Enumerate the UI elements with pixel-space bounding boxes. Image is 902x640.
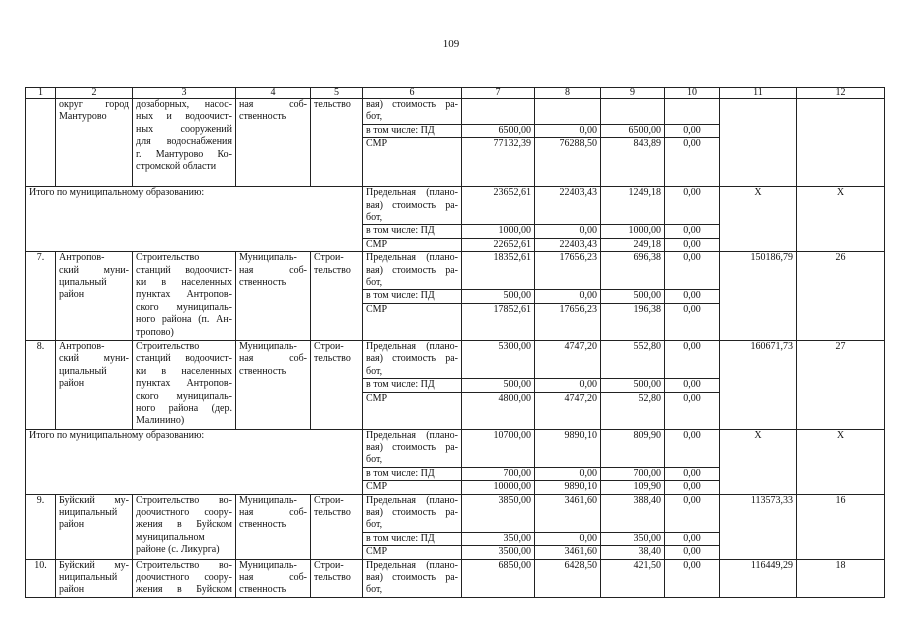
table-row (26, 340, 885, 378)
value-cell: 0,00 (665, 392, 720, 429)
value-cell: 500,00 (462, 290, 535, 303)
ownership-cell: Муниципаль- ная соб- ственность (236, 252, 311, 341)
column-number: 10 (665, 88, 720, 99)
cost-label-cell: Предельная (плано- вая) стоимость ра- бот, (363, 494, 462, 532)
value-cell: 17852,61 (462, 303, 535, 340)
value-cell: 6428,50 (535, 559, 601, 597)
value-cell: 1249,18 (601, 187, 665, 225)
value-cell: 10000,00 (462, 481, 535, 494)
column-number: 9 (601, 88, 665, 99)
row-number-cell: 10. (26, 559, 56, 597)
value-cell (601, 99, 665, 125)
value-cell: 0,00 (535, 467, 601, 480)
value-cell: 421,50 (601, 559, 665, 597)
value-cell: 4747,20 (535, 340, 601, 378)
value-cell: 9890,10 (535, 481, 601, 494)
value-cell: 6500,00 (462, 124, 535, 137)
pd-label: в том числе: ПД (363, 467, 462, 480)
value-cell: 17656,23 (535, 252, 601, 290)
column-number: 1 (26, 88, 56, 99)
value-cell: 843,89 (601, 138, 665, 187)
value-cell: 0,00 (665, 124, 720, 137)
value-cell: 0,00 (665, 187, 720, 225)
column-numbers-row (26, 88, 885, 99)
value-cell: 26 (797, 252, 885, 341)
row-number-cell: 9. (26, 494, 56, 559)
value-cell (797, 99, 885, 187)
x-mark: Х (720, 187, 797, 252)
value-cell: 0,00 (665, 467, 720, 480)
value-cell: 0,00 (665, 481, 720, 494)
smr-label: СМР (363, 303, 462, 340)
value-cell: 0,00 (665, 303, 720, 340)
value-cell: 4747,20 (535, 392, 601, 429)
value-cell: 17656,23 (535, 303, 601, 340)
object-name-cell: Строительство во- доочистного соору- жения в Буйском муниципальном районе (с. Ликурга) (133, 494, 236, 559)
value-cell: 6500,00 (601, 124, 665, 137)
smr-label: СМР (363, 546, 462, 559)
value-cell: 116449,29 (720, 559, 797, 597)
value-cell: 0,00 (665, 532, 720, 545)
table-row (26, 494, 885, 532)
column-number: 2 (56, 88, 133, 99)
work-type-cell: Строи- тельство (311, 340, 363, 429)
smr-label: СМР (363, 392, 462, 429)
value-cell: 5300,00 (462, 340, 535, 378)
value-cell: 0,00 (665, 546, 720, 559)
value-cell: 0,00 (665, 379, 720, 392)
value-cell: 160671,73 (720, 340, 797, 429)
value-cell: 52,80 (601, 392, 665, 429)
value-cell: 700,00 (462, 467, 535, 480)
value-cell: 500,00 (601, 290, 665, 303)
value-cell: 0,00 (535, 225, 601, 238)
value-cell: 3850,00 (462, 494, 535, 532)
row-number-cell: 8. (26, 340, 56, 429)
value-cell: 22403,43 (535, 187, 601, 225)
value-cell: 3500,00 (462, 546, 535, 559)
value-cell: 249,18 (601, 238, 665, 251)
work-type-cell: тельство (311, 99, 363, 187)
work-type-cell: Строи- тельство (311, 494, 363, 559)
projects-table (25, 87, 885, 598)
value-cell: 500,00 (462, 379, 535, 392)
page-number: 109 (442, 38, 460, 50)
ownership-cell: Муниципаль- ная соб- ственность (236, 494, 311, 559)
value-cell: 0,00 (665, 225, 720, 238)
value-cell (720, 99, 797, 187)
column-number: 3 (133, 88, 236, 99)
value-cell: 0,00 (665, 559, 720, 597)
work-type-cell: Строи- тельство (311, 252, 363, 341)
value-cell: 0,00 (535, 379, 601, 392)
value-cell: 552,80 (601, 340, 665, 378)
value-cell: 76288,50 (535, 138, 601, 187)
value-cell: 18 (797, 559, 885, 597)
total-label: Итого по муниципальному образованию: (26, 429, 363, 494)
value-cell: 0,00 (665, 290, 720, 303)
value-cell: 3461,60 (535, 546, 601, 559)
pd-label: в том числе: ПД (363, 379, 462, 392)
pd-label: в том числе: ПД (363, 225, 462, 238)
value-cell: 0,00 (665, 138, 720, 187)
value-cell: 196,38 (601, 303, 665, 340)
value-cell: 22652,61 (462, 238, 535, 251)
value-cell: 150186,79 (720, 252, 797, 341)
table-row (26, 559, 885, 597)
value-cell: 0,00 (535, 290, 601, 303)
municipality-cell: Антропов- ский муни- ципальный район (56, 252, 133, 341)
value-cell: 0,00 (665, 252, 720, 290)
column-number: 12 (797, 88, 885, 99)
cost-label-cell: Предельная (плано- вая) стоимость ра- бот, (363, 559, 462, 597)
total-row (26, 429, 885, 467)
total-label: Итого по муниципальному образованию: (26, 187, 363, 252)
value-cell: 696,38 (601, 252, 665, 290)
column-number: 11 (720, 88, 797, 99)
value-cell: 3461,60 (535, 494, 601, 532)
value-cell: 22403,43 (535, 238, 601, 251)
object-name-cell: дозаборных, насос- ных и водоочист- ных сооружений для водоснабжения г. Мантурово Ко- стромской области (133, 99, 236, 187)
value-cell: 16 (797, 494, 885, 559)
smr-label: СМР (363, 238, 462, 251)
value-cell: 500,00 (601, 379, 665, 392)
value-cell: 0,00 (535, 124, 601, 137)
municipality-cell: Антропов- ский муни- ципальный район (56, 340, 133, 429)
cost-label-cell: Предельная (плано- вая) стоимость ра- бот, (363, 187, 462, 225)
value-cell: 1000,00 (462, 225, 535, 238)
value-cell: 0,00 (665, 340, 720, 378)
value-cell: 809,90 (601, 429, 665, 467)
total-row (26, 187, 885, 225)
value-cell (462, 99, 535, 125)
value-cell (665, 99, 720, 125)
value-cell: 700,00 (601, 467, 665, 480)
column-number: 7 (462, 88, 535, 99)
value-cell: 18352,61 (462, 252, 535, 290)
x-mark: Х (797, 187, 885, 252)
value-cell: 77132,39 (462, 138, 535, 187)
municipality-cell: округ город Мантурово (56, 99, 133, 187)
value-cell: 38,40 (601, 546, 665, 559)
row-number-cell (26, 99, 56, 187)
ownership-cell: Муниципаль- ная соб- ственность (236, 340, 311, 429)
object-name-cell: Строительство во- доочистного соору- жения в Буйском (133, 559, 236, 597)
object-name-cell: Строительство станций водоочист- ки в населенных пунктах Антропов- ского муниципаль- ного района (п. Ан- тропово) (133, 252, 236, 341)
value-cell: 350,00 (601, 532, 665, 545)
pd-label: в том числе: ПД (363, 124, 462, 137)
column-number: 8 (535, 88, 601, 99)
value-cell: 0,00 (535, 532, 601, 545)
value-cell: 113573,33 (720, 494, 797, 559)
value-cell (535, 99, 601, 125)
cost-label-cell: Предельная (плано- вая) стоимость ра- бот, (363, 429, 462, 467)
municipality-cell: Буйский му- ниципальный район (56, 494, 133, 559)
value-cell: 4800,00 (462, 392, 535, 429)
value-cell: 9890,10 (535, 429, 601, 467)
object-name-cell: Строительство станций водоочист- ки в населенных пунктах Антропов- ского муниципаль- ного района (дер. Малинино) (133, 340, 236, 429)
cost-label-cell: Предельная (плано- вая) стоимость ра- бот, (363, 252, 462, 290)
value-cell: 23652,61 (462, 187, 535, 225)
smr-label: СМР (363, 138, 462, 187)
municipality-cell: Буйский му- ниципальный район (56, 559, 133, 597)
value-cell: 350,00 (462, 532, 535, 545)
value-cell: 0,00 (665, 238, 720, 251)
pd-label: в том числе: ПД (363, 532, 462, 545)
work-type-cell: Строи- тельство (311, 559, 363, 597)
column-number: 5 (311, 88, 363, 99)
table-row (26, 99, 885, 125)
ownership-cell: ная соб- ственность (236, 99, 311, 187)
ownership-cell: Муниципаль- ная соб- ственность (236, 559, 311, 597)
smr-label: СМР (363, 481, 462, 494)
cost-label-cell: вая) стоимость ра- бот, (363, 99, 462, 125)
x-mark: Х (720, 429, 797, 494)
column-number: 6 (363, 88, 462, 99)
value-cell: 1000,00 (601, 225, 665, 238)
cost-label-cell: Предельная (плано- вая) стоимость ра- бот, (363, 340, 462, 378)
pd-label: в том числе: ПД (363, 290, 462, 303)
row-number-cell: 7. (26, 252, 56, 341)
column-number: 4 (236, 88, 311, 99)
value-cell: 388,40 (601, 494, 665, 532)
value-cell: 0,00 (665, 494, 720, 532)
value-cell: 6850,00 (462, 559, 535, 597)
table-row (26, 252, 885, 290)
x-mark: Х (797, 429, 885, 494)
value-cell: 0,00 (665, 429, 720, 467)
value-cell: 27 (797, 340, 885, 429)
value-cell: 109,90 (601, 481, 665, 494)
value-cell: 10700,00 (462, 429, 535, 467)
